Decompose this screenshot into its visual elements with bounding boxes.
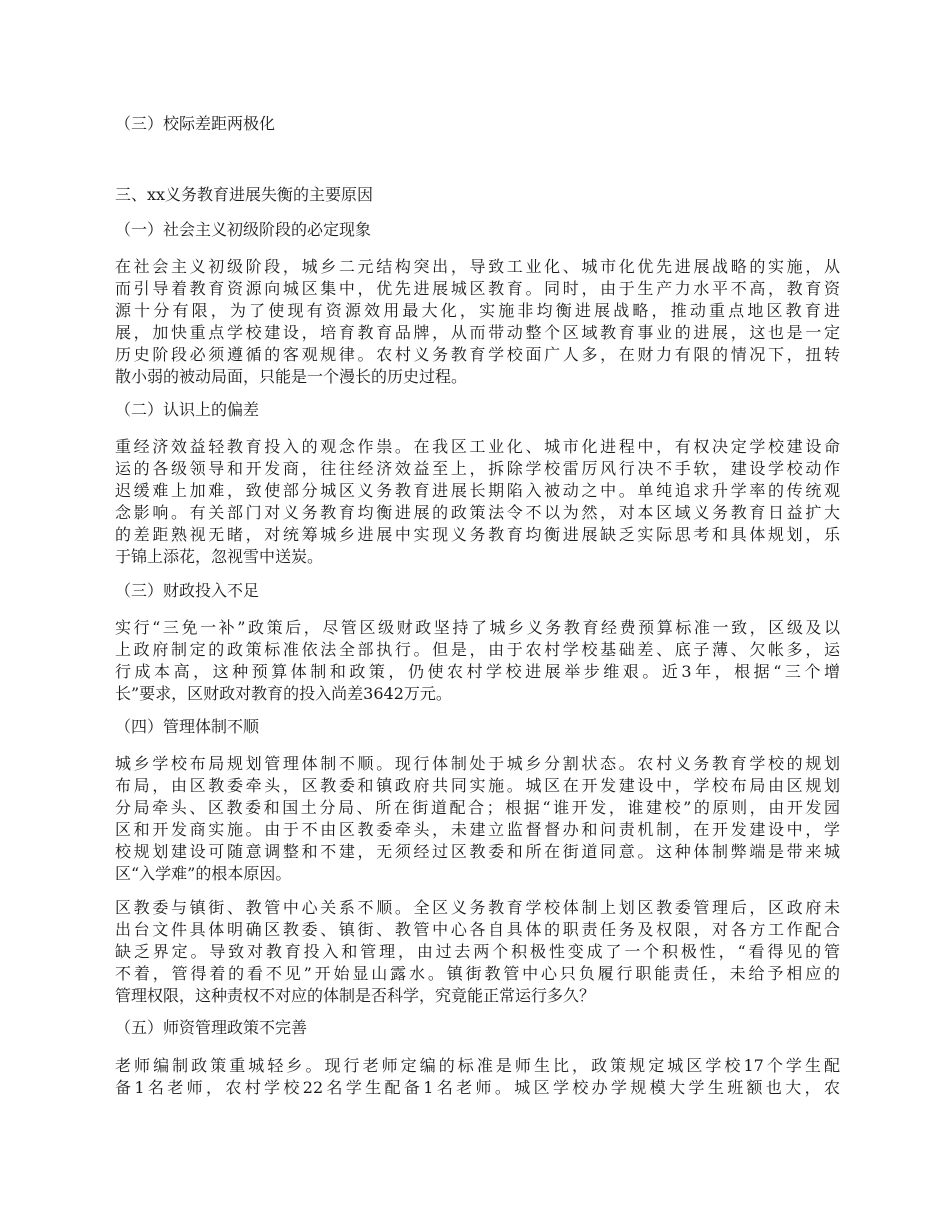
text-line: 校规划建设可随意调整和不建，无须经过区教委和所在街道同意。这种体制弊端是带来城 [115,842,840,861]
para-management-2 [115,897,840,1007]
heading-section-three: 三、xx义务教育进展失衡的主要原因 [115,185,374,204]
text-line: 运的各级领导和开发商，往往经济效益至上，拆除学校雷厉风行决不手软，建设学校动作 [115,459,840,478]
heading-cognitive-bias: （二）认识上的偏差 [115,400,260,419]
para-primary-stage [115,256,840,388]
para-fiscal [115,617,840,705]
text-line: 城乡学校布局规划管理体制不顺。现行体制处于城乡分割状态。农村义务教育学校的规划 [115,754,840,773]
text-line: 不着，管得着的看不见”开始显山露水。镇街教管中心只负履行职能责任，未给予相应的 [115,964,840,983]
text-line: 散小弱的被动局面，只能是一个漫长的历史过程。 [115,367,468,386]
text-line: 区教委与镇街、教管中心关系不顺。全区义务教育学校体制上划区教委管理后，区政府未 [115,898,840,917]
text-line: 于锦上添花，忽视雪中送炭。 [115,547,324,566]
heading-teachers: （五）师资管理政策不完善 [115,1018,308,1037]
heading-fiscal: （三）财政投入不足 [115,581,260,600]
text-line: 重经济效益轻教育投入的观念作祟。在我区工业化、城市化进程中，有权决定学校建设命 [115,437,840,456]
para-cognitive-bias [115,436,840,568]
para-management-1 [115,753,840,885]
text-line: 老师编制政策重城轻乡。现行老师定编的标准是师生比，政策规定城区学校17个学生配 [115,1056,840,1075]
heading-school-gap: （三）校际差距两极化 [115,114,276,133]
text-line: 迟缓难上加难，致使部分城区义务教育进展长期陷入被动之中。单纯追求升学率的传统观 [115,481,840,500]
text-line: 备1名老师，农村学校22名学生配备1名老师。城区学校办学规模大学生班额也大，农 [115,1078,840,1097]
text-line: 历史阶段必须遵循的客观规律。农村义务教育学校面广人多，在财力有限的情况下，扭转 [115,345,840,364]
text-line: 上政府制定的政策标准依法全部执行。但是，由于农村学校基础差、底子薄、欠帐多，运 [115,640,840,659]
text-line: 行成本高，这种预算体制和政策，仍使农村学校进展举步维艰。近3年，根据“三个增 [115,662,840,681]
para-teachers [115,1055,840,1099]
text-line: 分局牵头、区教委和国土分局、所在街道配合；根据“谁开发，谁建校”的原则，由开发园 [115,798,840,817]
text-line: 的差距熟视无睹，对统筹城乡进展中实现义务教育均衡进展缺乏实际思考和具体规划，乐 [115,525,840,544]
text-line: 出台文件具体明确区教委、镇街、教管中心各自具体的职责任务及权限，对各方工作配合 [115,920,840,939]
text-line: 念影响。有关部门对义务教育均衡进展的政策法令不以为然，对本区域义务教育日益扩大 [115,503,840,522]
heading-management: （四）管理体制不顺 [115,717,260,736]
text-line: 管理权限，这种责权不对应的体制是否科学，究竟能正常运行多久？ [115,986,596,1005]
text-line: 布局，由区教委牵头，区教委和镇政府共同实施。城区在开发建设中，学校布局由区规划 [115,776,840,795]
text-line: 区“入学难”的根本原因。 [115,864,292,883]
text-line: 长”要求，区财政对教育的投入尚差3642万元。 [115,684,452,703]
text-line: 实行“三免一补”政策后，尽管区级财政坚持了城乡义务教育经费预算标准一致，区级及以 [115,618,840,637]
text-line: 区和开发商实施。由于不由区教委牵头，未建立监督督办和问责机制，在开发建设中，学 [115,820,840,839]
text-line: 源十分有限，为了使现有资源效用最大化，实施非均衡进展战略，推动重点地区教育进 [115,301,840,320]
text-line: 而引导着教育资源向城区集中，优先进展城区教育。同时，由于生产力水平不高，教育资 [115,279,840,298]
text-line: 在社会主义初级阶段，城乡二元结构突出，导致工业化、城市化优先进展战略的实施，从 [115,257,840,276]
heading-primary-stage: （一）社会主义初级阶段的必定现象 [115,220,372,239]
text-line: 缺乏界定。导致对教育投入和管理，由过去两个积极性变成了一个积极性，“看得见的管 [115,942,840,961]
text-line: 展，加快重点学校建设，培育教育品牌，从而带动整个区域教育事业的进展，这也是一定 [115,323,840,342]
